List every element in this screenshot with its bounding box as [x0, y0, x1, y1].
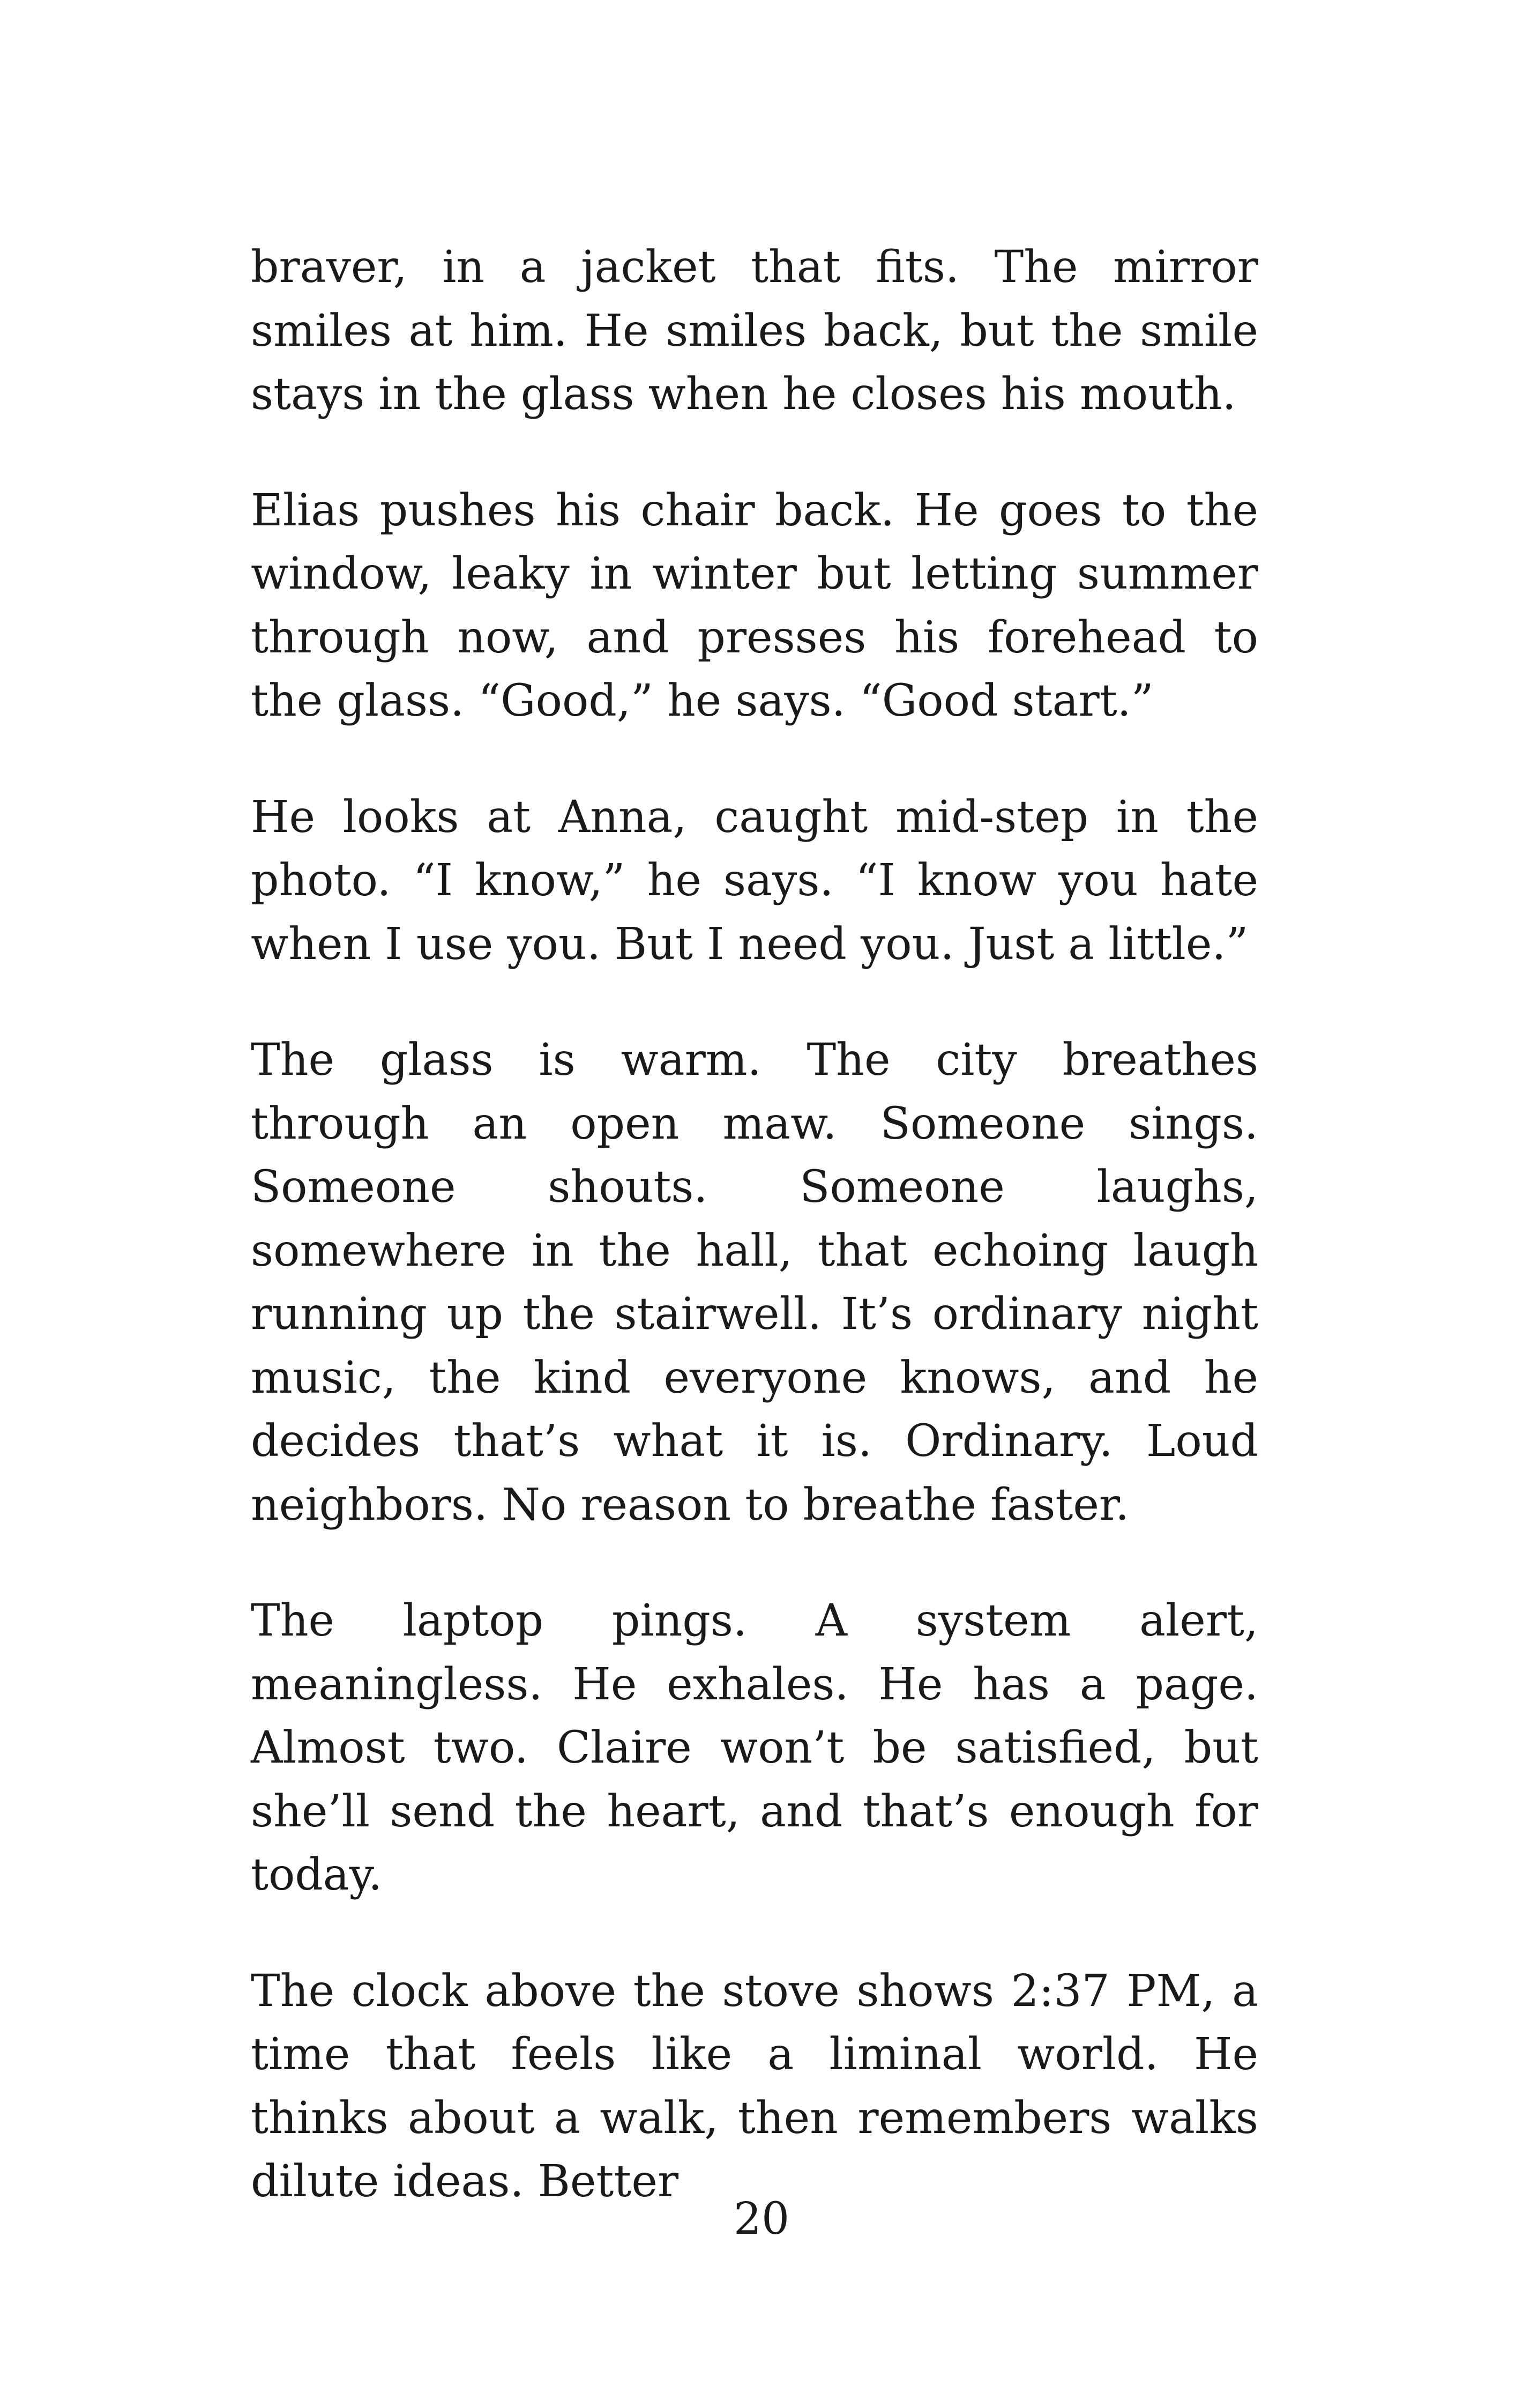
body-text [251, 236, 1258, 2214]
page-number: 20 [733, 2194, 790, 2245]
paragraph: He looks at Anna, caught mid-step in the photo. “I know,” he says. “I know you hate when I use you. But I need you. Just a little.” [251, 791, 1258, 970]
paragraph: Elias pushes his chair back. He goes to the window, leaky in winter but letting summer through now, and presses his forehead to the glass. “Good,” he says. “Good start.” [251, 485, 1258, 726]
paragraph: braver, in a jacket that fits. The mirror smiles at him. He smiles back, but the smile stays in the glass when he closes his mouth. [251, 242, 1258, 420]
paragraph: The glass is warm. The city breathes through an open maw. Someone sings. Someone shouts. Someone laughs, somewhere in the hall, that echoing laugh running up the stairwell. It’s ordinary night music, the kind everyone knows, and he decides that’s what it is. Ordinary. Loud neighbors. No reason to breathe faster. [251, 1035, 1258, 1530]
paragraph: The laptop pings. A system alert, meaningless. He exhales. He has a page. Almost two. Claire won’t be satisfied, but she’ll send the heart, and that’s enough for today. [251, 1595, 1258, 1900]
paragraph: The clock above the stove shows 2:37 PM, a time that feels like a liminal world. He thinks about a walk, then remembers walks dilute ideas. Better [251, 1965, 1258, 2207]
